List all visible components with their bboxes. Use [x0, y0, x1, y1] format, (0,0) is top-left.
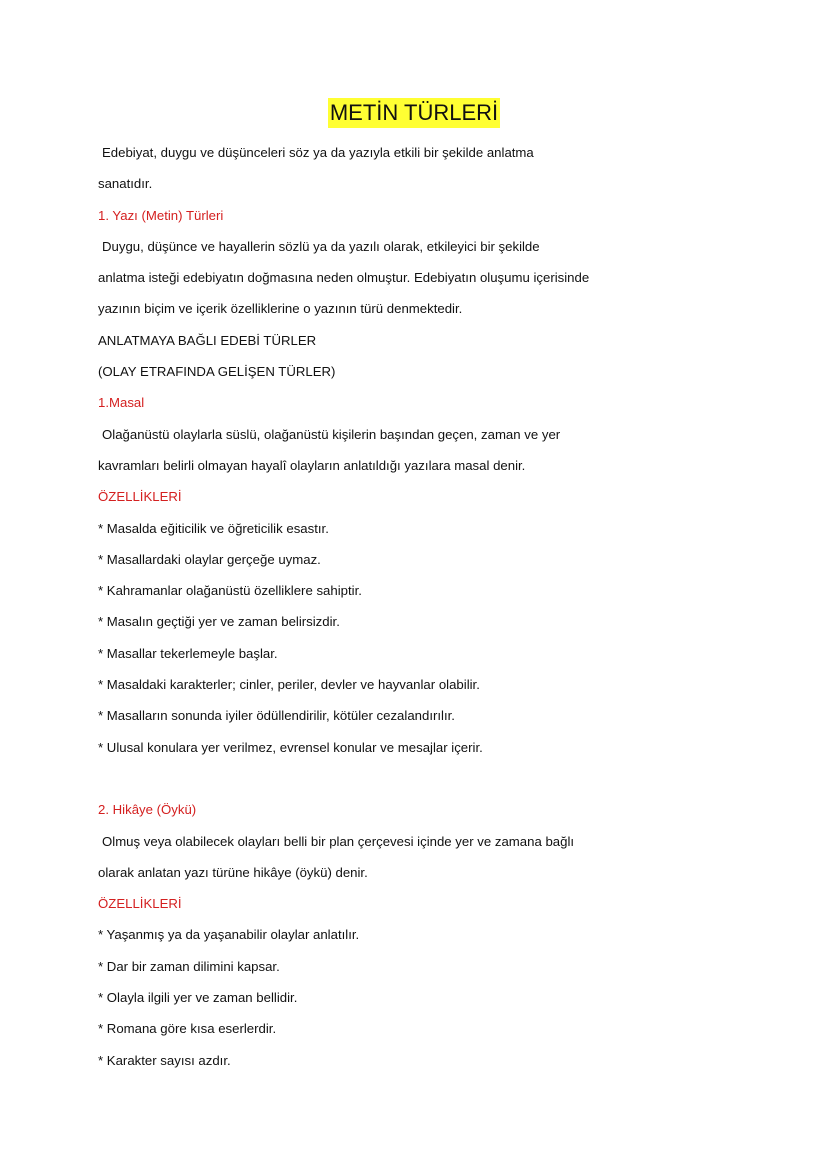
section-heading-hikaye: 2. Hikâye (Öykü) — [98, 802, 197, 818]
feature-item: * Masalın geçtiği yer ve zaman belirsizdir. — [98, 614, 340, 630]
paragraph-line: olarak anlatan yazı türüne hikâye (öykü) denir. — [98, 864, 368, 880]
feature-item: * Romana göre kısa eserlerdir. — [98, 1021, 277, 1037]
section-heading-yazi-turleri: 1. Yazı (Metin) Türleri — [98, 207, 224, 223]
feature-item: * Masalda eğiticilik ve öğreticilik esastır. — [98, 520, 329, 536]
feature-item: * Ulusal konulara yer verilmez, evrensel konular ve mesajlar içerir. — [98, 739, 483, 755]
intro-line: Edebiyat, duygu ve düşünceleri söz ya da yazıyla etkili bir şekilde anlatma — [102, 145, 534, 160]
feature-item: * Masallar tekerlemeyle başlar. — [98, 645, 278, 661]
page-title: METİN TÜRLERİ — [328, 98, 500, 128]
paragraph-line: anlatma isteği edebiyatın doğmasına neden olmuştur. Edebiyatın oluşumu içerisinde — [98, 270, 590, 286]
paragraph-line: Duygu, düşünce ve hayallerin sözlü ya da yazılı olarak, etkileyici bir şekilde — [102, 238, 540, 254]
group-title: ANLATMAYA BAĞLI EDEBİ TÜRLER — [98, 332, 317, 348]
paragraph-line: Olmuş veya olabilecek olayları belli bir plan çerçevesi içinde yer ve zamana bağlı — [102, 833, 575, 849]
feature-item: * Masallardaki olaylar gerçeğe uymaz. — [98, 551, 321, 567]
features-heading: ÖZELLİKLERİ — [98, 489, 182, 505]
paragraph-line: Olağanüstü olaylarla süslü, olağanüstü kişilerin başından geçen, zaman ve yer — [102, 426, 561, 442]
paragraph-line: yazının biçim ve içerik özelliklerine o yazının türü denmektedir. — [98, 301, 463, 317]
section-heading-masal: 1.Masal — [98, 395, 145, 411]
document-body — [98, 137, 738, 1076]
feature-item: * Kahramanlar olağanüstü özelliklere sahiptir. — [98, 583, 362, 599]
intro-line: sanatıdır. — [98, 176, 153, 192]
feature-item: * Masalların sonunda iyiler ödüllendirilir, kötüler cezalandırılır. — [98, 708, 455, 724]
title-container — [0, 98, 828, 128]
feature-item: * Olayla ilgili yer ve zaman bellidir. — [98, 990, 298, 1006]
group-subtitle: (OLAY ETRAFINDA GELİŞEN TÜRLER) — [98, 364, 336, 380]
feature-item: * Dar bir zaman dilimini kapsar. — [98, 958, 280, 974]
feature-item: * Masaldaki karakterler; cinler, periler, devler ve hayvanlar olabilir. — [98, 677, 480, 693]
blank-line — [98, 763, 738, 794]
features-heading: ÖZELLİKLERİ — [98, 896, 182, 912]
feature-item: * Karakter sayısı azdır. — [98, 1052, 231, 1068]
feature-item: * Yaşanmış ya da yaşanabilir olaylar anlatılır. — [98, 927, 360, 943]
paragraph-line: kavramları belirli olmayan hayalî olayların anlatıldığı yazılara masal denir. — [98, 457, 526, 473]
